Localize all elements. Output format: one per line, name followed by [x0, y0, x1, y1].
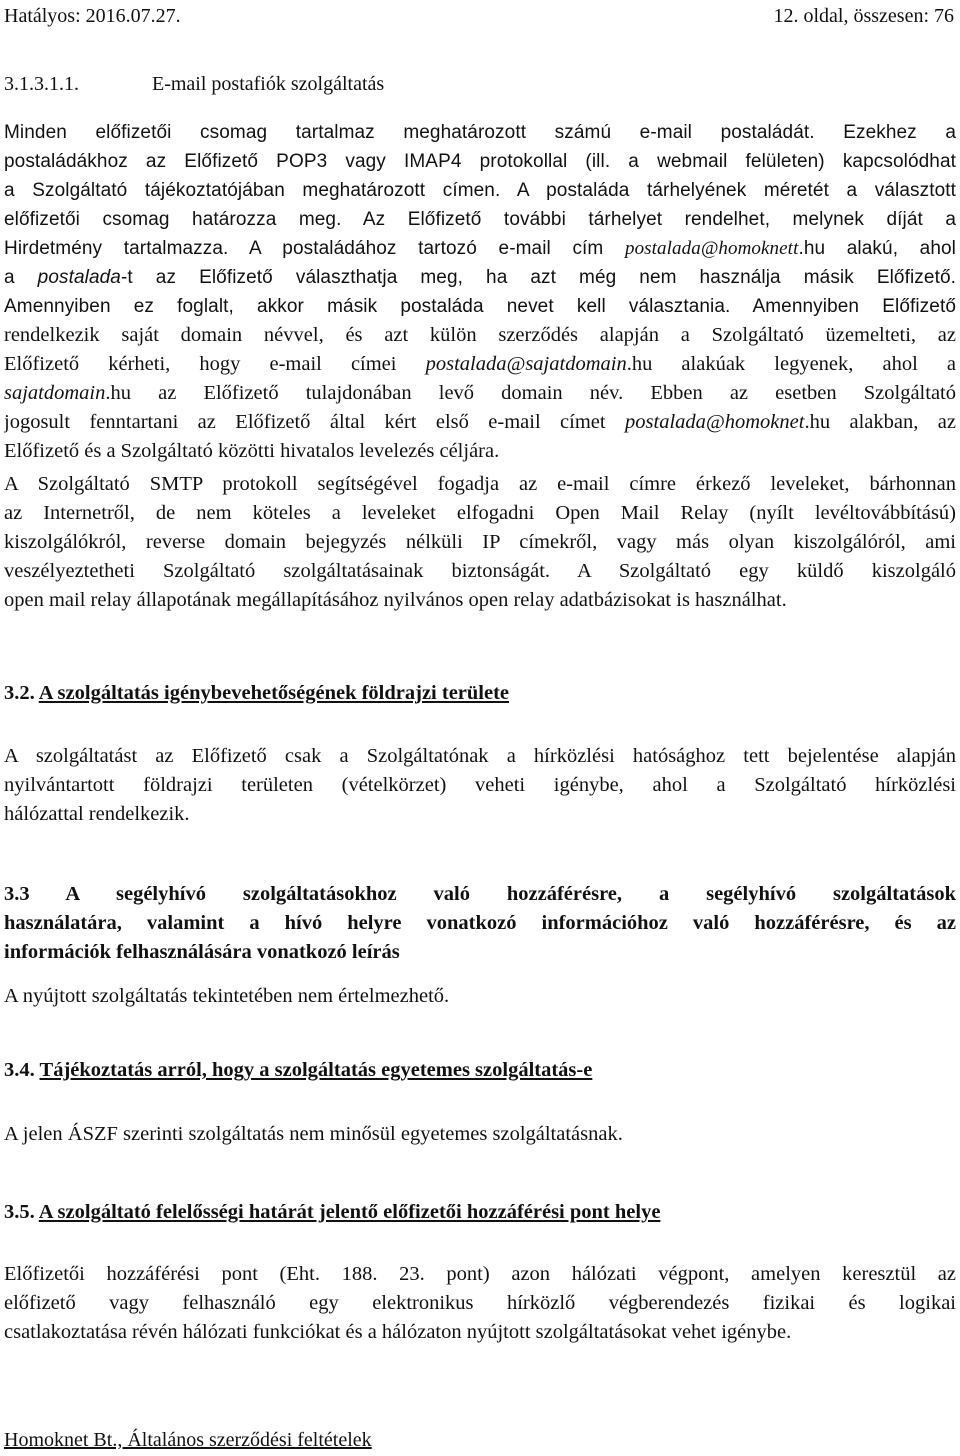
text-run: 23. pont) azon hálózati végpont, amelyen keresztül az	[377, 1263, 956, 1285]
text-run: a	[4, 267, 38, 288]
section-number: 3.4.	[4, 1059, 35, 1081]
paragraph-line	[4, 234, 956, 263]
domain-term: sajatdomain	[4, 382, 106, 404]
section-3-2-body	[4, 742, 956, 829]
email-example: postalada@sajatdomain	[425, 353, 627, 375]
email-example: postalada@homoknett	[624, 238, 799, 259]
section-title: A szolgáltató felelősségi határát jelentő előfizetői hozzáférési pont helye	[38, 1201, 661, 1223]
effective-date: Hatályos: 2016.07.27.	[4, 5, 181, 27]
paragraph-line: rendelkezik saját domain névvel, és azt külön szerződés alapján a Szolgáltató üzemelteti, az	[4, 324, 956, 346]
paragraph-line: postaládákhoz az Előfizető POP3 vagy IMAP4 protokollal (ill. a webmail felületen) kapcsolódhat	[4, 151, 956, 172]
paragraph-line: csatlakoztatása révén hálózati funkciókat és a hálózaton nyújtott szolgáltatásokat vehet igénybe.	[4, 1321, 792, 1343]
subsection-heading	[4, 72, 944, 96]
text-run: Hirdetmény tartalmazza. A postaládához tartozó e-mail cím	[4, 238, 625, 259]
section-number: 3.2.	[4, 682, 35, 704]
paragraph-line: az Internetről, de nem köteles a leveleket elfogadni Open Mail Relay (nyílt levéltovábbítású)	[4, 502, 956, 524]
paragraph-line	[4, 350, 956, 379]
paragraph-line: A nyújtott szolgáltatás tekintetében nem értelmezhető.	[4, 985, 450, 1007]
email-paragraph	[4, 118, 956, 466]
section-3-4-heading	[4, 1056, 956, 1085]
paragraph-line: hálózattal rendelkezik.	[4, 803, 190, 825]
section-3-3-heading	[4, 880, 956, 967]
paragraph-line	[4, 408, 956, 437]
text-run: .hu alakban, az	[804, 411, 956, 433]
paragraph-line	[4, 379, 956, 408]
paragraph-line	[4, 1260, 956, 1289]
section-3-5-heading	[4, 1198, 956, 1227]
section-title: A szolgáltatás igénybevehetőségének földrajzi területe	[38, 682, 510, 704]
text-run: .hu alakú, ahol	[798, 238, 956, 259]
email-example: postalada@homoknet	[625, 411, 805, 433]
paragraph-line: Előfizető és a Szolgáltató közötti hivatalos levelezés céljára.	[4, 440, 500, 462]
section-number: 3.5.	[4, 1201, 35, 1223]
heading-line: információk felhasználására vonatkozó leírás	[4, 941, 400, 963]
paragraph-line: a Szolgáltató tájékoztatójában meghatározott címen. A postaláda tárhelyének méretét a választott	[4, 180, 956, 201]
paragraph-line: előfizető vagy felhasználó egy elektronikus hírközlő végberendezés fizikai és logikai	[4, 1292, 956, 1314]
paragraph-line: A jelen ÁSZF szerinti szolgáltatás nem minősül egyetemes szolgáltatásnak.	[4, 1123, 623, 1145]
paragraph-line: nyilvántartott földrajzi területen (vételkörzet) veheti igénybe, ahol a Szolgáltató hírközlési	[4, 774, 956, 796]
footer-company: Homoknet Bt., Általános szerződési feltételek	[4, 1429, 372, 1451]
paragraph-line: open mail relay állapotának megállapításához nyilvános open relay adatbázisokat is használhat.	[4, 589, 787, 611]
mailbox-term: postalada	[37, 267, 121, 288]
text-run: jogosult fenntartani az Előfizető által kért első e-mail címet	[4, 411, 626, 433]
paragraph-line: A szolgáltatást az Előfizető csak a Szolgáltatónak a hírközlési hatósághoz tett bejelentése alapján	[4, 745, 956, 767]
text-run: .hu	[105, 382, 131, 404]
subsection-number: 3.1.3.1.1.	[4, 73, 79, 95]
text-run: Előfizető kérheti, hogy e-mail címei	[4, 353, 426, 375]
text-run: az Előfizető tulajdonában levő domain név. Ebben az esetben Szolgáltató	[131, 382, 956, 404]
section-3-2-heading	[4, 679, 956, 708]
section-number: 3.3	[4, 883, 30, 905]
text-run: Előfizetői hozzáférési pont (Eht. 188.	[4, 1263, 378, 1285]
section-3-5-body	[4, 1260, 956, 1347]
paragraph-line: A Szolgáltató SMTP protokoll segítségével fogadja az e-mail címre érkező leveleket, bárhonnan	[4, 473, 956, 495]
heading-line	[4, 880, 956, 909]
smtp-paragraph	[4, 470, 956, 615]
paragraph-line: előfizetői csomag határozza meg. Az Előfizető további tárhelyet rendelhet, melynek díját a	[4, 209, 956, 230]
paragraph-line: Amennyiben ez foglalt, akkor másik postaláda nevet kell választania. Amennyiben Előfizető	[4, 296, 956, 317]
section-3-3-body	[4, 982, 956, 1011]
paragraph-line: kiszolgálókról, reverse domain bejegyzés nélküli IP címekről, vagy más olyan kiszolgálóról, ami	[4, 531, 956, 553]
text-run: -t az Előfizető választhatja meg, ha azt még nem használja másik Előfizető.	[120, 267, 956, 288]
paragraph-line	[4, 263, 956, 292]
heading-text: A segélyhívó szolgáltatásokhoz való hozzáférésre, a segélyhívó szolgáltatások	[65, 883, 956, 905]
text-run: .hu alakúak legyenek, ahol a	[626, 353, 956, 375]
heading-line: használatára, valamint a hívó helyre vonatkozó információhoz való hozzáférésre, és az	[4, 912, 956, 934]
subsection-title: E-mail postafiók szolgáltatás	[152, 73, 385, 95]
section-3-4-body	[4, 1120, 956, 1149]
page-counter: 12. oldal, összesen: 76	[773, 5, 954, 27]
paragraph-line: Minden előfizetői csomag tartalmaz meghatározott számú e-mail postaládát. Ezekhez a	[4, 122, 956, 143]
section-title: Tájékoztatás arról, hogy a szolgáltatás egyetemes szolgáltatás-e	[39, 1059, 593, 1081]
paragraph-line: veszélyeztetheti Szolgáltató szolgáltatásainak biztonságát. A Szolgáltató egy küldő kiszolgáló	[4, 560, 956, 582]
